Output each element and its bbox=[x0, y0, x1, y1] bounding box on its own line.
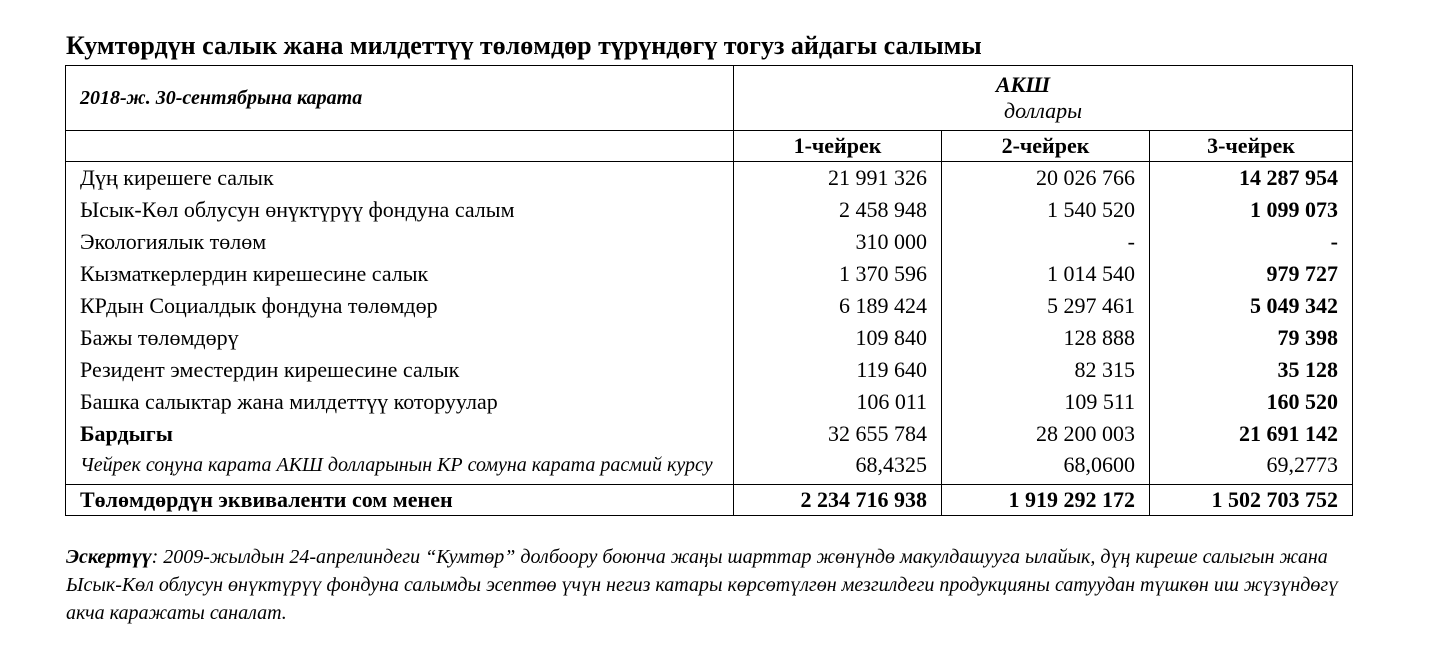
table-row bbox=[66, 194, 1353, 226]
footnote bbox=[66, 543, 1366, 627]
quarter-1-header: 1-чейрек bbox=[734, 131, 942, 162]
rate-q3: 69,2773 bbox=[1150, 450, 1353, 485]
q3-value: 35 128 bbox=[1150, 354, 1353, 386]
document-title: Кумтөрдүн салык жана милдеттүү төлөмдөр түрүндөгү тогуз айдагы салымы bbox=[66, 31, 982, 60]
footnote-text: : 2009-жылдын 24-апрелиндеги “Кумтөр” долбоору боюнча жаңы шарттар жөнүндө макулдашууга ылайык, дүң киреше салыгын жана Ысык-Көл облусун өнүктүрүү фондуна салымды эсептөө үчүн негиз катары көрсөтүлгөн мезгилдеги продукцияны сатуудан түшкөн иш жүзүндөгү акча каражаты саналат. bbox=[66, 546, 1339, 624]
row-label: Кызматкерлердин кирешесине салык bbox=[66, 258, 734, 290]
row-label: Ысык-Көл облусун өнүктүрүү фондуна салым bbox=[66, 194, 734, 226]
table-header-row bbox=[66, 66, 1353, 131]
footnote-label: Эскертүү bbox=[66, 546, 152, 568]
empty-header-cell bbox=[66, 131, 734, 162]
table-row bbox=[66, 386, 1353, 418]
q1-value: 106 011 bbox=[734, 386, 942, 418]
q2-value: 1 540 520 bbox=[942, 194, 1150, 226]
total-row bbox=[66, 418, 1353, 450]
exchange-rate-row bbox=[66, 450, 1353, 485]
q1-value: 109 840 bbox=[734, 322, 942, 354]
q3-value: 979 727 bbox=[1150, 258, 1353, 290]
row-label: Бажы төлөмдөрү bbox=[66, 322, 734, 354]
total-label: Бардыгы bbox=[66, 418, 734, 450]
quarter-3-header: 3-чейрек bbox=[1150, 131, 1353, 162]
q2-value: 5 297 461 bbox=[942, 290, 1150, 322]
row-label: Дүң кирешеге салык bbox=[66, 162, 734, 195]
q3-value: 160 520 bbox=[1150, 386, 1353, 418]
q1-value: 1 370 596 bbox=[734, 258, 942, 290]
q1-value: 119 640 bbox=[734, 354, 942, 386]
som-q3: 1 502 703 752 bbox=[1150, 485, 1353, 516]
quarter-header-row bbox=[66, 131, 1353, 162]
q1-value: 2 458 948 bbox=[734, 194, 942, 226]
q1-value: 310 000 bbox=[734, 226, 942, 258]
rate-q2: 68,0600 bbox=[942, 450, 1150, 485]
table-row bbox=[66, 322, 1353, 354]
q1-value: 6 189 424 bbox=[734, 290, 942, 322]
currency-line2: доллары bbox=[1004, 98, 1082, 123]
total-q2: 28 200 003 bbox=[942, 418, 1150, 450]
q3-value: - bbox=[1150, 226, 1353, 258]
total-q1: 32 655 784 bbox=[734, 418, 942, 450]
table-row bbox=[66, 290, 1353, 322]
table-row bbox=[66, 226, 1353, 258]
date-header: 2018-ж. 30-сентябрына карата bbox=[66, 66, 734, 131]
som-equivalent-label: Төлөмдөрдүн эквиваленти сом менен bbox=[66, 485, 734, 516]
tax-contributions-table bbox=[65, 65, 1353, 516]
total-q3: 21 691 142 bbox=[1150, 418, 1353, 450]
som-equivalent-row bbox=[66, 485, 1353, 516]
q2-value: 1 014 540 bbox=[942, 258, 1150, 290]
q3-value: 14 287 954 bbox=[1150, 162, 1353, 195]
currency-header bbox=[734, 66, 1353, 131]
row-label: Резидент эместердин кирешесине салык bbox=[66, 354, 734, 386]
q2-value: 82 315 bbox=[942, 354, 1150, 386]
q2-value: - bbox=[942, 226, 1150, 258]
row-label: Башка салыктар жана милдеттүү которуулар bbox=[66, 386, 734, 418]
q3-value: 5 049 342 bbox=[1150, 290, 1353, 322]
currency-line1: АКШ bbox=[995, 72, 1051, 97]
q2-value: 128 888 bbox=[942, 322, 1150, 354]
quarter-2-header: 2-чейрек bbox=[942, 131, 1150, 162]
som-q2: 1 919 292 172 bbox=[942, 485, 1150, 516]
row-label: Экологиялык төлөм bbox=[66, 226, 734, 258]
table-row bbox=[66, 258, 1353, 290]
q2-value: 109 511 bbox=[942, 386, 1150, 418]
som-q1: 2 234 716 938 bbox=[734, 485, 942, 516]
q3-value: 1 099 073 bbox=[1150, 194, 1353, 226]
q1-value: 21 991 326 bbox=[734, 162, 942, 195]
q2-value: 20 026 766 bbox=[942, 162, 1150, 195]
table-row bbox=[66, 354, 1353, 386]
rate-q1: 68,4325 bbox=[734, 450, 942, 485]
row-label: КРдын Социалдык фондуна төлөмдөр bbox=[66, 290, 734, 322]
q3-value: 79 398 bbox=[1150, 322, 1353, 354]
rate-label: Чейрек соңуна карата АКШ долларынын КР сомуна карата расмий курсу bbox=[66, 450, 734, 485]
table-row bbox=[66, 162, 1353, 195]
